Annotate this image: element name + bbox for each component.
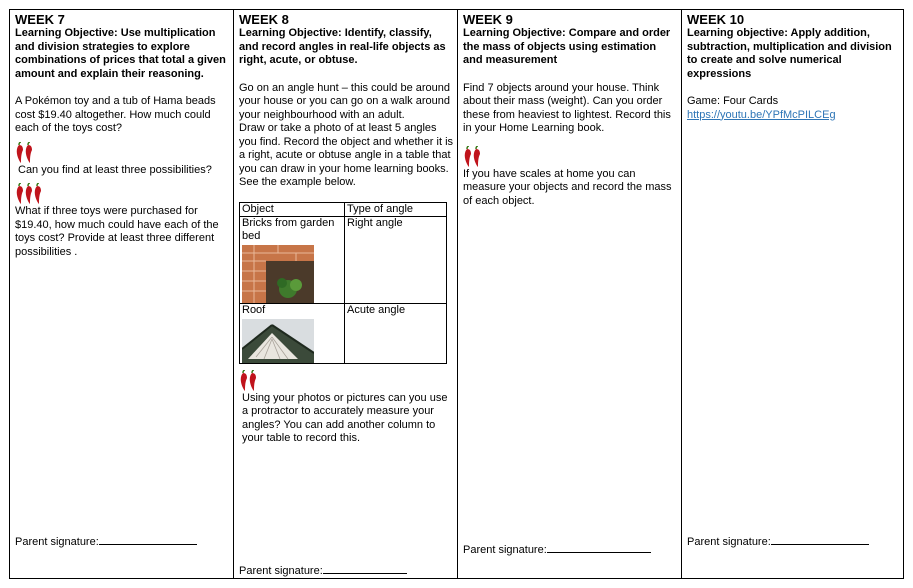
- week-7-objective: Learning Objective: Use multiplication and division strategies to explore combinations of prices that total a given amount and explain their reasoning.: [15, 27, 226, 80]
- parent-signature: [15, 534, 197, 550]
- roof-photo: [242, 319, 314, 363]
- table-cell-text: Bricks from garden bed: [242, 216, 335, 242]
- week-7-challenge-2: What if three toys were purchased for $19.40, how much could have each of the toys cost? Provide at least three different possibilities .: [15, 205, 219, 258]
- week-8-task-text: Go on an angle hunt – this could be around your house or you can go on a walk around your neighbourhood with an adult.: [239, 81, 450, 121]
- week-7-title: WEEK 7: [15, 12, 65, 27]
- week-9-objective: Learning Objective: Compare and order the mass of objects using estimation and measurement: [463, 27, 671, 66]
- table-header: Object: [240, 202, 345, 216]
- week-8-task-text-2: Draw or take a photo of at least 5 angles you find. Record the object and whether it is a right, acute or obtuse angle in a table that you can draw in your home learning books. See the example below.: [239, 122, 454, 188]
- week-10-objective: Learning objective: Apply addition, subtraction, multiplication and division to create and solve numerical expressions: [687, 27, 892, 80]
- signature-line[interactable]: [99, 534, 197, 545]
- week-8-objective: Learning Objective: Identify, classify, and record angles in real-life objects as right, acute, or obtuse.: [239, 27, 446, 66]
- weekly-tasks-table: [9, 9, 904, 579]
- week-10-column: [682, 10, 904, 578]
- youtube-link[interactable]: https://youtu.be/YPfMcPILCEg: [687, 108, 836, 121]
- week-8-title: WEEK 8: [239, 12, 289, 27]
- signature-label: Parent signature:: [687, 536, 771, 548]
- week-9-challenge: If you have scales at home you can measure your objects and record the mass of each object.: [463, 167, 672, 207]
- table-cell-type: Acute angle: [345, 303, 447, 363]
- week-7-challenge-1: Can you find at least three possibilities?: [18, 163, 212, 176]
- angle-example-table: [239, 202, 447, 364]
- week-7-column: [10, 10, 234, 578]
- signature-line[interactable]: [771, 534, 869, 545]
- parent-signature: [463, 542, 651, 558]
- week-10-game-title: Game: Four Cards: [687, 95, 779, 107]
- chili-pepper-icon: [15, 142, 39, 164]
- table-cell-type: Right angle: [345, 216, 447, 303]
- week-9-task-text: Find 7 objects around your house. Think about their mass (weight). Can you order these from heaviest to lightest. Record this in your Home Learning book.: [463, 81, 671, 134]
- week-8-challenge: Using your photos or pictures can you use a protractor to accurately measure your angles? You can add another column to your table to record this.: [242, 391, 448, 444]
- week-9-column: [458, 10, 682, 578]
- signature-label: Parent signature:: [15, 536, 99, 548]
- table-header: Type of angle: [345, 202, 447, 216]
- signature-line[interactable]: [547, 542, 651, 553]
- chili-pepper-icon: [15, 183, 49, 205]
- parent-signature: [239, 563, 407, 579]
- week-10-title: WEEK 10: [687, 12, 745, 27]
- week-8-column: [234, 10, 458, 578]
- week-9-title: WEEK 9: [463, 12, 513, 27]
- table-row: [240, 303, 447, 363]
- signature-label: Parent signature:: [239, 565, 323, 577]
- table-cell-object: [240, 216, 345, 303]
- table-row: [240, 216, 447, 303]
- week-7-task-text: A Pokémon toy and a tub of Hama beads cost $19.40 altogether. How much could each of the toys cost?: [15, 95, 216, 134]
- table-header-row: [240, 202, 447, 216]
- signature-line[interactable]: [323, 563, 407, 574]
- table-cell-text: Roof: [242, 303, 266, 316]
- chili-pepper-icon: [463, 146, 487, 168]
- parent-signature: [687, 534, 869, 550]
- signature-label: Parent signature:: [463, 544, 547, 556]
- bricks-photo: [242, 245, 314, 303]
- table-cell-object: [240, 303, 345, 363]
- chili-pepper-icon: [239, 370, 263, 392]
